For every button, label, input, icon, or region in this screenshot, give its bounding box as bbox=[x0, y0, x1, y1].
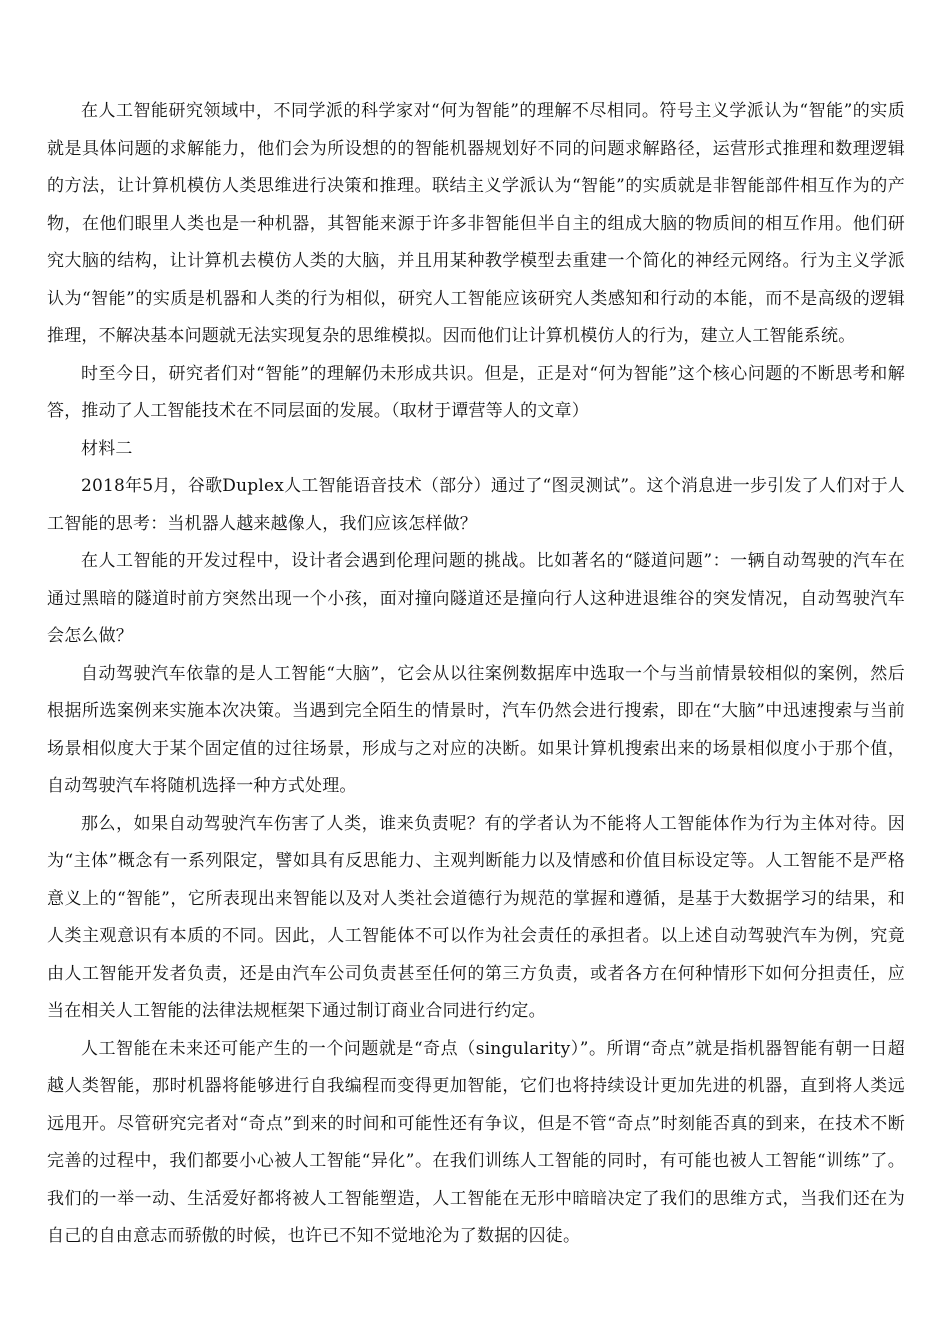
paragraph-tunnel-problem: 在人工智能的开发过程中，设计者会遇到伦理问题的挑战。比如著名的“隧道问题”：一辆自动驾驶的汽车在通过黑暗的隧道时前方突然出现一个小孩，面对撞向隧道还是撞向行人这种进退维谷的突发情况，自动驾驶汽车会怎么做？ bbox=[47, 551, 905, 646]
paragraph-ai-brain: 自动驾驶汽车依靠的是人工智能“大脑”，它会从以往案例数据库中选取一个与当前情景较相似的案例，然后根据所选案例来实施本次决策。当遇到完全陌生的情景时，汽车仍然会进行搜索，即在“大脑”中迅速搜索与当前场景相似度大于某个固定值的过往场景，形成与之对应的决断。如果计算机搜索出来的场景相似度小于那个值，自动驾驶汽车将随机选择一种方式处理。 bbox=[47, 663, 905, 796]
paragraph-no-consensus: 时至今日，研究者们对“智能”的理解仍未形成共识。但是，正是对“何为智能”这个核心问题的不断思考和解答，推动了人工智能技术在不同层面的发展。（取材于谭营等人的文章） bbox=[47, 363, 905, 421]
section-heading: 材料二 bbox=[81, 438, 133, 459]
paragraph-ai-schools: 在人工智能研究领域中，不同学派的科学家对“何为智能”的理解不尽相同。符号主义学派认为“智能”的实质就是具体问题的求解能力，他们会为所设想的的智能机器规划好不同的问题求解路径，运营形式推理和数理逻辑的方法，让计算机模仿人类思维进行决策和推理。联结主义学派认为“智能”的实质就是非智能部件相互作为的产物，在他们眼里人类也是一种机器，其智能来源于许多非智能但半自主的组成大脑的物质间的相互作用。他们研究大脑的结构，让计算机去模仿人类的大脑，并且用某种教学模型去重建一个简化的神经元网络。行为主义学派认为“智能”的实质是机器和人类的行为相似，研究人工智能应该研究人类感知和行动的本能，而不是高级的逻辑推理，不解决基本问题就无法实现复杂的思维模拟。因而他们让计算机模仿人的行为，建立人工智能系统。 bbox=[47, 101, 905, 346]
document-body bbox=[47, 93, 905, 1256]
paragraph-duplex: 2018年5月，谷歌Duplex人工智能语音技术（部分）通过了“图灵测试”。这个消息进一步引发了人们对于人工智能的思考：当机器人越来越像人，我们应该怎样做？ bbox=[47, 476, 905, 534]
paragraph-responsibility: 那么，如果自动驾驶汽车伤害了人类，谁来负责呢？有的学者认为不能将人工智能体作为行为主体对待。因为“主体”概念有一系列限定，譬如具有反思能力、主观判断能力以及情感和价值目标设定等。人工智能不是严格意义上的“智能”，它所表现出来智能以及对人类社会道德行为规范的掌握和遵循，是基于大数据学习的结果，和人类主观意识有本质的不同。因此，人工智能体不可以作为社会责任的承担者。以上述自动驾驶汽车为例，究竟由人工智能开发者负责，还是由汽车公司负责甚至任何的第三方负责，或者各方在何种情形下如何分担责任，应当在相关人工智能的法律法规框架下通过制订商业合同进行约定。 bbox=[47, 813, 905, 1021]
paragraph-singularity: 人工智能在未来还可能产生的一个问题就是“奇点（singularity）”。所谓“奇点”就是指机器智能有朝一日超越人类智能，那时机器将能够进行自我编程而变得更加智能，它们也将持续设计更加先进的机器，直到将人类远远甩开。尽管研究完者对“奇点”到来的时间和可能性还有争议，但是不管“奇点”时刻能否真的到来，在技术不断完善的过程中，我们都要小心被人工智能“异化”。在我们训练人工智能的同时，有可能也被人工智能“训练”了。我们的一举一动、生活爱好都将被人工智能塑造，人工智能在无形中暗暗决定了我们的思维方式，当我们还在为自己的自由意志而骄傲的时候，也许已不知不觉地沦为了数据的囚徒。 bbox=[47, 1038, 905, 1246]
